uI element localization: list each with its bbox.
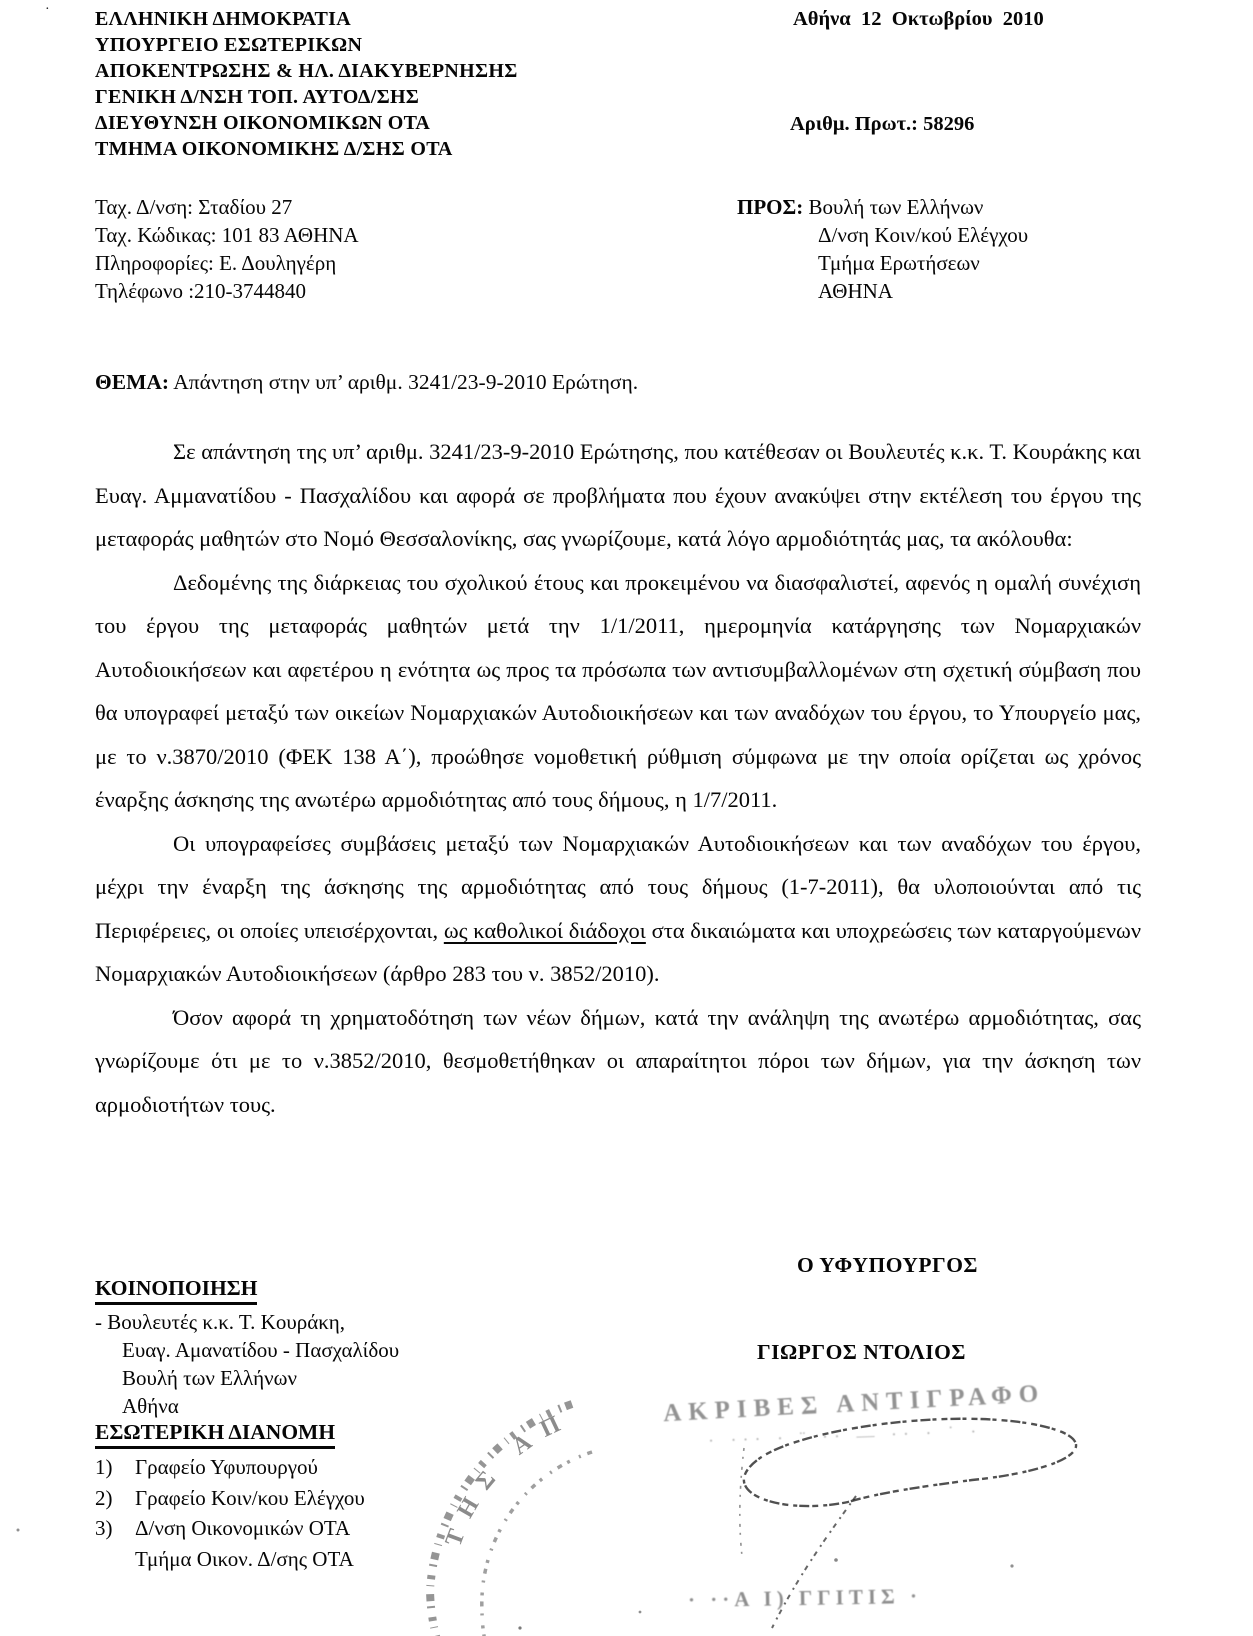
sender-contact-person: Πληροφορίες: Ε. Δουληγέρη xyxy=(95,251,337,275)
recipient-block xyxy=(737,193,1028,305)
recipient-line: Δ/νση Κοιν/κού Ελέγχου xyxy=(818,223,1029,247)
recipient-label: ΠΡΟΣ: xyxy=(737,195,804,219)
sender-address: Ταχ. Δ/νση: Σταδίου 27 xyxy=(95,195,293,219)
cc-line: Αθήνα xyxy=(122,1394,179,1418)
internal-distribution-title: ΕΣΩΤΕΡΙΚΗ ΔΙΑΝΟΜΗ xyxy=(95,1420,335,1449)
cc-line: - Βουλευτές κ.κ. Τ. Κουράκη, xyxy=(95,1310,346,1334)
sender-phone: Τηλέφωνο :210-3744840 xyxy=(95,279,307,303)
cc-block xyxy=(95,1308,399,1420)
header-line: ΓΕΝΙΚΗ Δ/ΝΣΗ ΤΟΠ. ΑΥΤΟΔ/ΣΗΣ xyxy=(95,86,420,108)
internal-distribution-item xyxy=(95,1513,365,1544)
paragraph-3-underlined-phrase: ως καθολικοί διάδοχοι xyxy=(443,917,646,943)
signature-stroke-minor xyxy=(740,1448,744,1556)
round-stamp-outer-arc xyxy=(430,1404,572,1636)
internal-distribution-item: Τμήμα Οικον. Δ/σης ΟΤΑ xyxy=(135,1546,354,1571)
paragraph-1: Σε απάντηση της υπ’ αριθμ. 3241/23-9-2010 Ερώτησης, που κατέθεσαν οι Βουλευτές κ.κ. Τ. Κουράκης και Ευαγ. Αμμανατίδου - Πασχαλίδου και αφορά σε προβλήματα που έχουν ανακύψει στην εκτέλεση του έργου της μεταφοράς μαθητών στο Νομό Θεσσαλονίκης, σας γνωρίζουμε, κατά λόγο αρμοδιότητάς μας, τα ακόλουθα: xyxy=(95,439,1141,551)
illegible-stamp-fragment: · ··Α Ι) ΓΓΙΤΙΣ · xyxy=(687,1583,923,1613)
scan-speck xyxy=(1010,1564,1013,1567)
scan-speck xyxy=(518,1626,521,1629)
round-stamp-inner-arc xyxy=(482,1452,592,1636)
cc-line: Ευαγ. Αμανατίδου - Πασχαλίδου xyxy=(122,1338,400,1362)
internal-distribution-item xyxy=(95,1452,365,1483)
sender-postal-code: Ταχ. Κώδικας: 101 83 ΑΘΗΝΑ xyxy=(95,223,359,247)
scan-speck: · xyxy=(45,2,50,17)
item-text: Γραφείο Κοιν/κου Ελέγχου xyxy=(135,1485,365,1510)
signatory-title: Ο ΥΦΥΠΟΥΡΓΟΣ xyxy=(797,1253,978,1277)
date-line: Αθήνα 12 Οκτωβρίου 2010 xyxy=(793,8,1044,30)
header-line: ΑΠΟΚΕΝΤΡΩΣΗΣ & ΗΛ. ΔΙΑΚΥΒΕΡΝΗΣΗΣ xyxy=(95,60,518,82)
cc-title: ΚΟΙΝΟΠΟΙΗΣΗ xyxy=(95,1276,257,1305)
internal-distribution-item xyxy=(95,1483,365,1514)
item-text: Δ/νση Οικονομικών ΟΤΑ xyxy=(135,1516,351,1540)
paragraph-3-post: στα δικαιώματα και υποχρεώσεις των καταργούμενων Νομαρχιακών Αυτοδιοικήσεων (άρθρο 283 του ν. 3852/2010). xyxy=(95,917,1142,986)
cc-line: Βουλή των Ελλήνων xyxy=(122,1366,297,1390)
subject-text: Απάντηση στην υπ’ αριθμ. 3241/23-9-2010 Ερώτηση. xyxy=(173,370,639,394)
item-number: 1) xyxy=(95,1455,113,1479)
header-line: ΕΛΛΗΝΙΚΗ ΔΗΜΟΚΡΑΤΙΑ xyxy=(95,8,351,30)
recipient-name: Βουλή των Ελλήνων xyxy=(808,195,984,219)
paragraph-3-pre: Οι υπογραφείσες συμβάσεις μεταξύ των Νομαρχιακών Αυτοδιοικήσεων και των αναδόχων του έργου, μέχρι την έναρξη της άσκησης της αρμοδιότητας από τους δήμους (1-7-2011), θα υλοποιούνται από τις Περιφέρειες, οι οποίες υπεισέρχονται, xyxy=(95,830,1141,943)
illegible-stamp-smudge: · ··· · ¨ ·· — ·· · ˙ · xyxy=(707,1421,983,1451)
scan-speck xyxy=(639,1611,642,1614)
header-line: ΥΠΟΥΡΓΕΙΟ ΕΣΩΤΕΡΙΚΩΝ xyxy=(95,34,363,56)
protocol-number: Αριθμ. Πρωτ.: 58296 xyxy=(790,113,975,135)
scan-speck xyxy=(834,1558,838,1562)
sender-contact-block xyxy=(95,193,359,305)
recipient-line: Τμήμα Ερωτήσεων xyxy=(818,251,980,275)
scan-speck xyxy=(17,1529,20,1532)
subject-line xyxy=(95,370,1095,395)
header-line: ΔΙΕΥΘΥΝΣΗ ΟΙΚΟΝΟΜΙΚΩΝ ΟΤΑ xyxy=(95,112,431,134)
header-line: ΤΜΗΜΑ ΟΙΚΟΝΟΜΙΚΗΣ Δ/ΣΗΣ ΟΤΑ xyxy=(95,138,453,160)
round-stamp-arc-text: ΤΗΣ ΑΠ xyxy=(440,1405,577,1550)
internal-distribution-list xyxy=(95,1452,365,1574)
subject-label: ΘΕΜΑ: xyxy=(95,370,170,394)
paragraph-2: Δεδομένης της διάρκειας του σχολικού έτους και προκειμένου να διασφαλιστεί, αφενός η ομαλή συνέχιση του έργου της μεταφοράς μαθητών μετά την 1/1/2011, ημερομηνία κατάργησης των Νομαρχιακών Αυτοδιοικήσεων και αφετέρου η ενότητα ως προς τα πρόσωπα των αντισυμβαλλομένων στη σχετική σύμβαση που θα υπογραφεί μεταξύ των οικείων Νομαρχιακών Αυτοδιοικήσεων και των αναδόχων του έργου, το Υπουργείο μας, με το ν.3870/2010 (ΦΕΚ 138 Α΄), προώθησε νομοθετική ρύθμιση σύμφωνα με την οποία ορίζεται ως χρόνος έναρξης άσκησης της ανωτέρω αρμοδιότητας από τους δήμους, η 1/7/2011. xyxy=(95,569,1141,812)
signatory-name: ΓΙΩΡΓΟΣ ΝΤΟΛΙΟΣ xyxy=(757,1340,966,1364)
letter-body xyxy=(95,430,1141,1126)
ministry-header xyxy=(95,6,655,162)
item-number: 2) xyxy=(95,1485,113,1510)
certified-copy-stamp-text: ΑΚΡΙΒΕΣ ΑΝΤΙΓΡΑΦΟ xyxy=(662,1380,1046,1427)
recipient-line: ΑΘΗΝΑ xyxy=(818,279,893,303)
item-text: Γραφείο Υφυπουργού xyxy=(135,1455,318,1479)
paragraph-4: Όσον αφορά τη χρηματοδότηση των νέων δήμων, κατά την ανάληψη της ανωτέρω αρμοδιότητας, σας γνωρίζουμε ότι με το ν.3852/2010, θεσμοθετήθηκαν οι απαραίτητοι πόροι των δήμων, για την άσκηση των αρμοδιοτήτων τους. xyxy=(95,1004,1141,1117)
item-number: 3) xyxy=(95,1516,113,1540)
paragraph-3 xyxy=(95,822,1141,996)
recipient-line xyxy=(737,193,1028,221)
